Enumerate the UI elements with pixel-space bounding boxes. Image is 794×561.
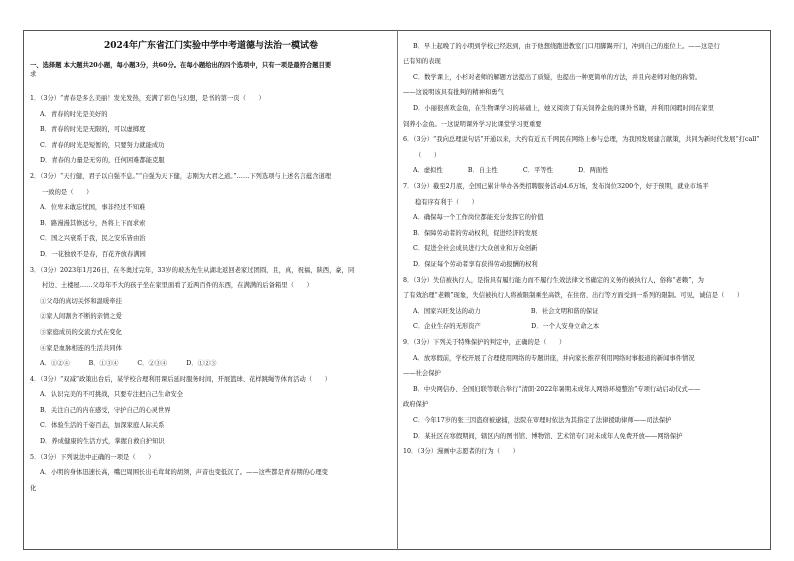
- question-4: 4．（3分）“双减”政策出台后，某学校合理利用课后延时服务时间，开展篮球、花样跳绳等体育活动（ ）: [30, 376, 331, 383]
- question-10: 10．（3分）漫画中志愿者的行为（ ）: [403, 448, 519, 455]
- option-line: D．小丽很喜欢金鱼，在生物课学习的基础上，她又阅读了有关饲养金鱼的课外书籍，并利用闲暇时间在家里: [413, 105, 715, 112]
- section-heading: 一、选择题 本大题共20小题，每小题3分，共60分。在每小题给出的四个选项中，只有一项是最符合题目要: [30, 62, 332, 69]
- option-line: ④家是血脉相连的生活共同体: [40, 345, 122, 352]
- question-3: 3．（3分）2023年1月26日，在冬奥过完年，33岁的玻杰先生从湖北返回老家过团圆，且，真，祝福，陕西，豪，同: [30, 267, 355, 274]
- option-line: ①父母的真切关怀和温暖牵挂: [40, 298, 122, 305]
- option-line: B．路漫漫其修远兮，吾将上下而求索: [40, 220, 146, 227]
- option-line: C．数学课上，小杉对老师的解题方法提出了质疑，也提出一种更简单的方法，并且向老师对他的称赞。: [413, 74, 702, 81]
- column-divider: [397, 30, 398, 550]
- option-line: A．小明的身体迅速长高，嘴巴周围长出毛茸茸的胡须，声音也变低沉了。——这些都是青春期的心理变: [40, 469, 328, 476]
- option-line: ②家人间割舍不断的亲情之爱: [40, 313, 122, 320]
- text-line: 饲养小金鱼。一这说明课外学习比课堂学习更重要: [403, 121, 542, 128]
- option-line: D．青春的力量是无穷的，任何困难都能克服: [40, 157, 165, 164]
- text-line: 一致的是（ ）: [42, 189, 93, 196]
- option-line: A．认识完美的不可挑战，只要专注把自己生命安全: [40, 391, 184, 398]
- exam-title: 2024年广东省江门实验中学中考道德与法治一模试卷: [103, 41, 319, 51]
- question-6: 6．（3分）“我向总理说句话”开通以来，大约有近五千网民在网络上参与总理，为我国发展建言献策，共同为新时代发展“打call”: [403, 136, 760, 143]
- question-1: 1．（3分）“青春是多么美丽！发光发热，充满了彩色与幻想，是书的第一页（ ）: [30, 95, 265, 102]
- option-line: C．国之兴衰系于我，民之安乐皆由治: [40, 235, 146, 242]
- option-line: C．体验生活的千姿百态，加深家庭人际关系: [40, 422, 165, 429]
- option-line: B．关注自己的内在感受，守护自己的心灵世界: [40, 407, 171, 414]
- text-line: 了有效治理“老赖”现象，失信被执行人将被限制乘坐高铁，在住宿、出行等方面受到一系列的限制。可见，诚信是（ ）: [403, 292, 744, 299]
- option-line: A．青春的时光是美好的: [40, 111, 108, 118]
- option-line: A．放寒假前，学校开展了合理使用网络的专题讲座，并向家长推荐利用网络时事报道的新闻事件情况: [413, 355, 695, 362]
- text-line: 村边、土楼屋……父母年不大的孩子坐在家里面看了近两百件的东西，在满满的后备箱里（ ）: [42, 282, 313, 289]
- option-line: A．位卑未敢忘忧国，事非经过不知难: [40, 204, 146, 211]
- text-line: 稳有序有利于（ ）: [415, 199, 478, 206]
- option-line: A．确保每一个工作岗位都能充分发挥它的价值: [413, 214, 544, 221]
- question-7: 7．（3分）截至2月底，全国已累计举办各类招聘服务活动4.6万场，发布岗位3200个，好于预期，就业市场平: [403, 183, 709, 190]
- text-line: 化: [30, 485, 37, 492]
- option-line: B．保障劳动者的劳动权利，促进经济的发展: [413, 230, 538, 237]
- question-5: 5．（3分）下列说法中正确的一项是（ ）: [30, 454, 155, 461]
- option-line: C．促进全社会成员进行大众创业和万众创新: [413, 245, 538, 252]
- option-line: D．保证每个劳动者享有获得劳动报酬的权利: [413, 261, 538, 268]
- option-line: A．①②④ B．①③④ C．②③④ D．①②③: [40, 360, 217, 367]
- text-line: ——这说明该具有批判的精神和勇气: [403, 89, 504, 96]
- option-line: D．某社区在寒假期间，辖区内的图书馆、博物馆、艺术馆专门对未成年人免费开放——网络保护: [413, 433, 683, 440]
- question-8: 8．（3分）失信被执行人，是指具有履行能力而不履行生效法律文书确定的义务的被执行人，俗称“老赖”，为: [403, 277, 704, 284]
- option-line: A．国家兴旺发达的动力 B．社会文明和谐的保证: [413, 308, 599, 315]
- text-line: 求: [30, 71, 37, 78]
- question-2: 2．（3分）“天行健，君子以自强不息。”“自强为天下健，志刚为大君之道。”……下列选项与上述名言蕴含道理: [30, 173, 332, 180]
- option-line: B．青春的时光是无限的，可以虚掷度: [40, 126, 146, 133]
- option-line: C．今年17岁的张三因盗窃被逮捕，法院在审理时依法为其指定了法律援助律师——司法保护: [413, 417, 672, 424]
- option-line: B．早上起晚了的小明到学校已经迟到，由于他想绕跑进教室门口用脚踢开门，冲到自己的座位上。——这是行: [413, 43, 720, 50]
- option-line: D．一花独放不是春，百花齐放春满园: [40, 251, 146, 258]
- question-9: 9．（3分）下列关于特殊保护的判定中，正确的是（ ）: [403, 339, 566, 346]
- option-line: D．养成健康的生活方式，掌握自救自护知识: [40, 438, 165, 445]
- text-line: （ ）: [415, 152, 441, 159]
- option-line: A．虚拟性 B．自主性 C．平等性 D．两面性: [413, 167, 609, 174]
- text-line: 已有知的表现: [403, 58, 441, 65]
- option-line: ③家庭成员的交流方式在变化: [40, 329, 122, 336]
- text-line: 政府保护: [403, 401, 429, 408]
- option-line: C．企业生存的无形资产 D．一个人安身立命之本: [413, 323, 600, 330]
- text-line: ——社会保护: [403, 370, 441, 377]
- option-line: B．中央网信办、全国妇联等联合举行“清朗·2022年暑期未成年人网络环境整治”专项行动启动仪式——: [413, 386, 701, 393]
- option-line: C．青春的时光是短暂的，只要努力就能成功: [40, 142, 165, 149]
